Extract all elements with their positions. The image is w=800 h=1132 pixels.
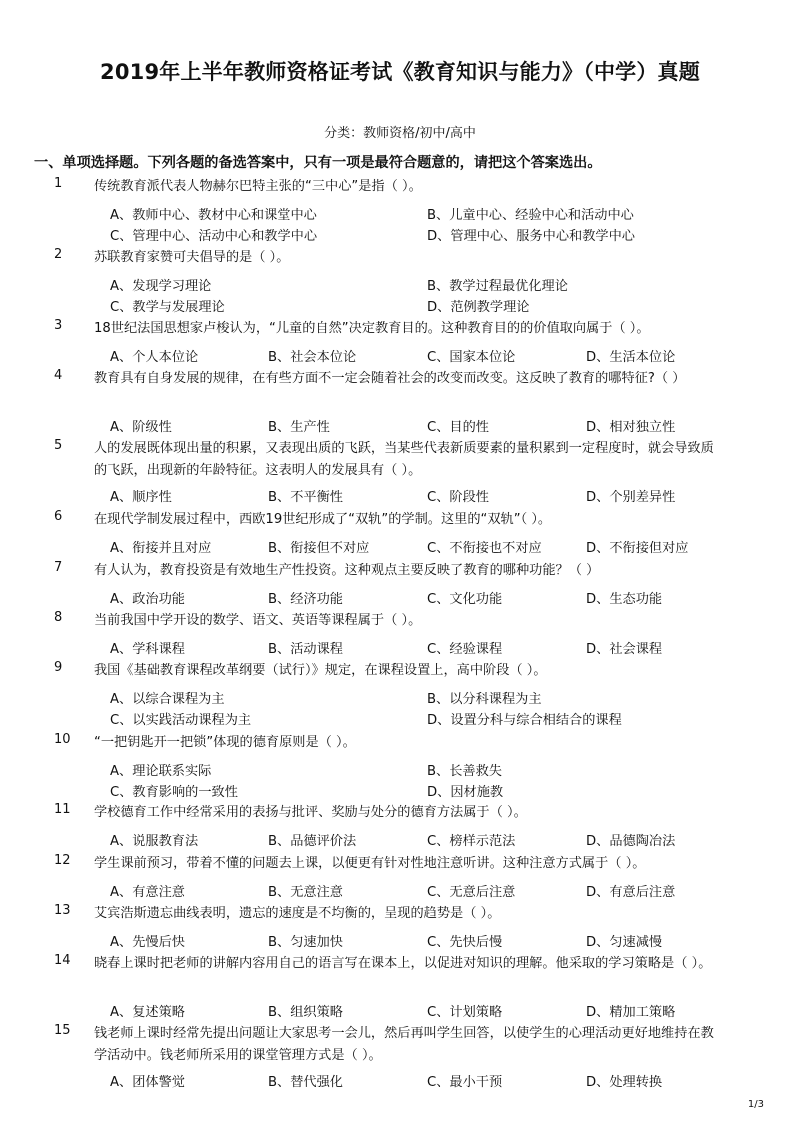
answer-option-b: B、儿童中心、经验中心和活动中心 bbox=[427, 208, 634, 223]
answer-option-b: B、活动课程 bbox=[268, 642, 343, 657]
question-stem: 传统教育派代表人物赫尔巴特主张的“三中心”是指（ ）。 bbox=[94, 179, 422, 194]
question-stem: 苏联教育家赞可夫倡导的是（ ）。 bbox=[94, 250, 290, 265]
answer-option-a: A、有意注意 bbox=[110, 885, 185, 900]
answer-option-c: C、计划策略 bbox=[427, 1005, 503, 1020]
answer-option-d: D、社会课程 bbox=[586, 642, 663, 657]
answer-option-a: A、理论联系实际 bbox=[110, 764, 212, 779]
answer-option-a: A、阶级性 bbox=[110, 420, 172, 435]
answer-option-b: B、经济功能 bbox=[268, 592, 343, 607]
answer-option-d: D、匀速减慢 bbox=[586, 935, 663, 950]
answer-option-b: B、社会本位论 bbox=[268, 350, 357, 365]
answer-option-d: D、范例教学理论 bbox=[427, 300, 530, 315]
question-stem: 人的发展既体现出量的积累，又表现出质的飞跃，当某些代表新质要素的量积累到一定程度时，就会导致质的飞跃，出现新的年龄特征。这表明人的发展具有（ ）。 bbox=[94, 441, 714, 478]
question-number: 13 bbox=[54, 903, 71, 918]
answer-option-c: C、最小干预 bbox=[427, 1075, 503, 1090]
answer-option-c: C、目的性 bbox=[427, 420, 489, 435]
answer-option-b: B、组织策略 bbox=[268, 1005, 343, 1020]
category-label: 分类：教师资格/初中/高中 bbox=[324, 126, 476, 141]
answer-option-d: D、不衔接但对应 bbox=[586, 541, 689, 556]
answer-option-a: A、政治功能 bbox=[110, 592, 185, 607]
answer-option-d: D、品德陶冶法 bbox=[586, 834, 676, 849]
answer-option-b: B、品德评价法 bbox=[268, 834, 357, 849]
answer-option-a: A、衔接并且对应 bbox=[110, 541, 212, 556]
answer-option-d: D、处理转换 bbox=[586, 1075, 663, 1090]
answer-option-a: A、顺序性 bbox=[110, 490, 172, 505]
answer-option-a: A、团体警觉 bbox=[110, 1075, 185, 1090]
answer-option-c: C、阶段性 bbox=[427, 490, 489, 505]
question-number: 11 bbox=[54, 802, 71, 817]
question-number: 1 bbox=[54, 176, 63, 191]
question-number: 14 bbox=[54, 953, 71, 968]
answer-option-d: D、相对独立性 bbox=[586, 420, 676, 435]
question-stem: 艾宾浩斯遗忘曲线表明，遗忘的速度是不均衡的，呈现的趋势是（ ）。 bbox=[94, 906, 501, 921]
question-stem: 晓春上课时把老师的讲解内容用自己的语言写在课本上，以促进对知识的理解。他采取的学习策略是（ ）。 bbox=[94, 956, 712, 971]
question-stem: “一把钥匙开一把锁”体现的德育原则是（ ）。 bbox=[94, 735, 356, 750]
question-number: 4 bbox=[54, 368, 63, 383]
question-number: 7 bbox=[54, 560, 63, 575]
answer-option-c: C、教育影响的一致性 bbox=[110, 785, 238, 800]
answer-option-c: C、榜样示范法 bbox=[427, 834, 516, 849]
answer-option-b: B、无意注意 bbox=[268, 885, 343, 900]
answer-option-b: B、长善救失 bbox=[427, 764, 502, 779]
answer-option-d: D、因材施教 bbox=[427, 785, 504, 800]
document-title: 2019年上半年教师资格证考试《教育知识与能力》（中学）真题 bbox=[100, 60, 700, 84]
answer-option-b: B、以分科课程为主 bbox=[427, 692, 542, 707]
answer-option-c: C、文化功能 bbox=[427, 592, 503, 607]
question-stem: 教育具有自身发展的规律，在有些方面不一定会随着社会的改变而改变。这反映了教育的哪特征?（ ） bbox=[94, 371, 686, 386]
answer-option-d: D、生活本位论 bbox=[586, 350, 676, 365]
answer-option-a: A、教师中心、教材中心和课堂中心 bbox=[110, 208, 317, 223]
answer-option-b: B、衔接但不对应 bbox=[268, 541, 370, 556]
question-number: 10 bbox=[54, 732, 71, 747]
answer-option-d: D、有意后注意 bbox=[586, 885, 676, 900]
question-number: 6 bbox=[54, 509, 63, 524]
question-stem: 当前我国中学开设的数学、语文、英语等课程属于（ ）。 bbox=[94, 613, 422, 628]
answer-option-a: A、以综合课程为主 bbox=[110, 692, 225, 707]
answer-option-c: C、先快后慢 bbox=[427, 935, 503, 950]
answer-option-d: D、管理中心、服务中心和教学中心 bbox=[427, 229, 635, 244]
question-number: 8 bbox=[54, 610, 63, 625]
question-stem: 有人认为，教育投资是有效地生产性投资。这种观点主要反映了教育的哪种功能？（ ） bbox=[94, 563, 600, 578]
answer-option-a: A、发现学习理论 bbox=[110, 279, 212, 294]
answer-option-b: B、匀速加快 bbox=[268, 935, 343, 950]
answer-option-d: D、设置分科与综合相结合的课程 bbox=[427, 713, 622, 728]
answer-option-c: C、以实践活动课程为主 bbox=[110, 713, 252, 728]
question-stem: 18世纪法国思想家卢梭认为，“儿童的自然”决定教育目的。这种教育目的的价值取向属于（ ）。 bbox=[94, 321, 650, 336]
question-number: 12 bbox=[54, 853, 71, 868]
question-stem: 在现代学制发展过程中，西欧19世纪形成了“双轨”的学制。这里的“双轨”（ ）。 bbox=[94, 512, 552, 527]
answer-option-c: C、管理中心、活动中心和教学中心 bbox=[110, 229, 318, 244]
answer-option-a: A、先慢后快 bbox=[110, 935, 185, 950]
question-number: 5 bbox=[54, 438, 63, 453]
answer-option-b: B、教学过程最优化理论 bbox=[427, 279, 568, 294]
answer-option-d: D、生态功能 bbox=[586, 592, 663, 607]
question-stem: 学校德育工作中经常采用的表扬与批评、奖励与处分的德育方法属于（ ）。 bbox=[94, 805, 527, 820]
section-heading: 一、单项选择题。下列各题的备选答案中，只有一项是最符合题意的，请把这个答案选出。 bbox=[34, 155, 602, 171]
answer-option-c: C、不衔接也不对应 bbox=[427, 541, 542, 556]
answer-option-c: C、国家本位论 bbox=[427, 350, 516, 365]
question-stem: 学生课前预习，带着不懂的问题去上课，以便更有针对性地注意听讲。这种注意方式属于（ ）。 bbox=[94, 856, 646, 871]
question-number: 3 bbox=[54, 318, 63, 333]
answer-option-b: B、替代强化 bbox=[268, 1075, 343, 1090]
question-stem: 钱老师上课时经常先提出问题让大家思考一会儿，然后再叫学生回答，以使学生的心理活动更好地维持在教学活动中。钱老师所采用的课堂管理方式是（ ）。 bbox=[94, 1026, 714, 1063]
question-number: 9 bbox=[54, 660, 63, 675]
question-number: 2 bbox=[54, 247, 63, 262]
answer-option-d: D、精加工策略 bbox=[586, 1005, 676, 1020]
answer-option-b: B、不平衡性 bbox=[268, 490, 343, 505]
answer-option-a: A、个人本位论 bbox=[110, 350, 199, 365]
answer-option-d: D、个别差异性 bbox=[586, 490, 676, 505]
answer-option-c: C、教学与发展理论 bbox=[110, 300, 225, 315]
answer-option-a: A、学科课程 bbox=[110, 642, 185, 657]
question-stem: 我国《基础教育课程改革纲要（试行）》规定，在课程设置上，高中阶段（ ）。 bbox=[94, 663, 547, 678]
answer-option-a: A、复述策略 bbox=[110, 1005, 185, 1020]
answer-option-a: A、说服教育法 bbox=[110, 834, 199, 849]
page-number: 1/3 bbox=[747, 1099, 764, 1110]
answer-option-b: B、生产性 bbox=[268, 420, 330, 435]
question-number: 15 bbox=[54, 1023, 71, 1038]
answer-option-c: C、无意后注意 bbox=[427, 885, 516, 900]
answer-option-c: C、经验课程 bbox=[427, 642, 503, 657]
